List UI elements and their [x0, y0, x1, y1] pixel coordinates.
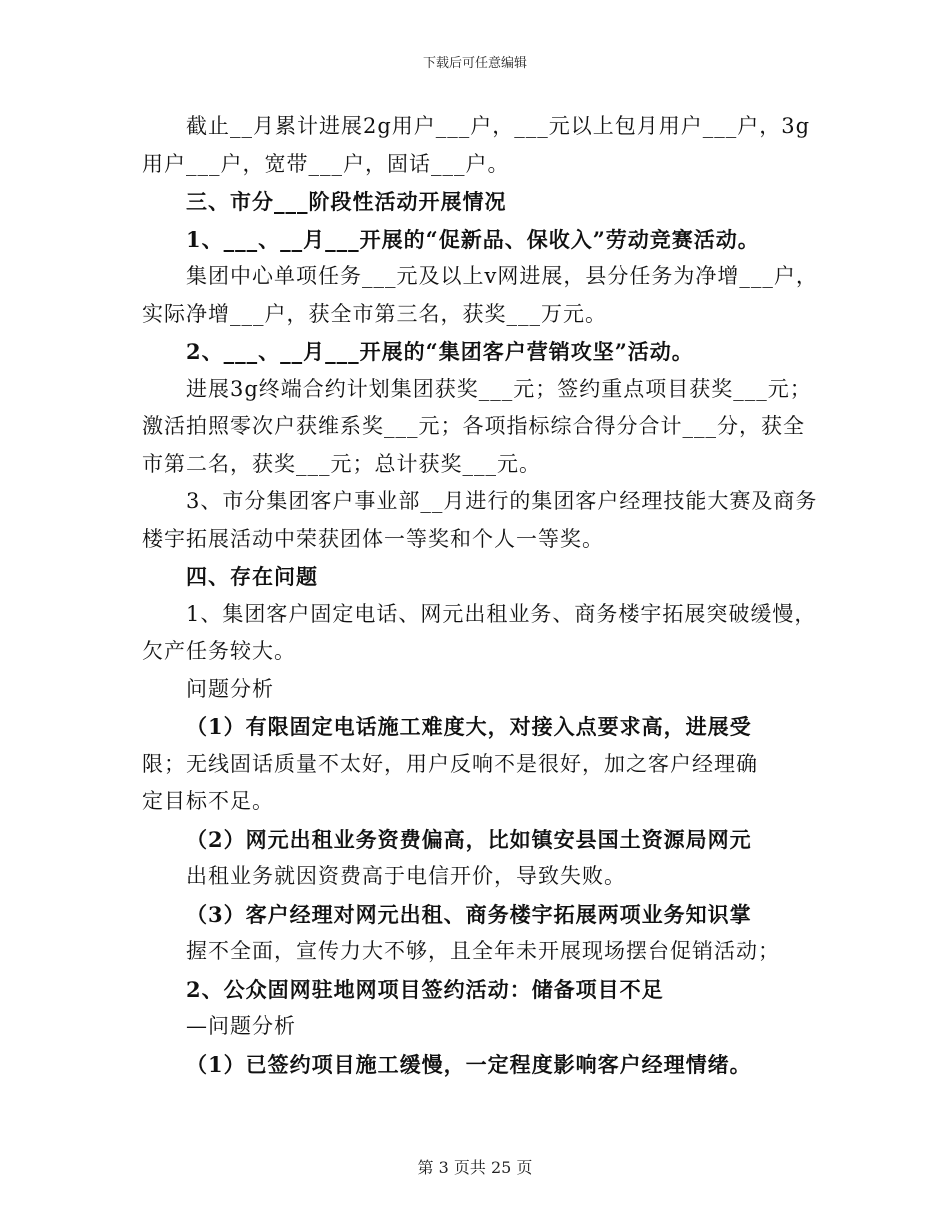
paragraph-line: 欠产任务较大。 — [142, 639, 296, 663]
paragraph-line: （3）客户经理对网元出租、商务楼宇拓展两项业务知识掌 — [186, 901, 752, 927]
paragraph-line: 定目标不足。 — [142, 789, 274, 813]
paragraph-line: （1）已签约项目施工缓慢，一定程度影响客户经理情绪。 — [186, 1051, 752, 1077]
page-footer: 第 3 页共 25 页 — [417, 1158, 533, 1177]
paragraph-line: 出租业务就因资费高于电信开价，导致失败。 — [186, 864, 626, 888]
document-body — [142, 108, 818, 1083]
paragraph-line: 截止__月累计进展2g用户___户，___元以上包月用户___户，3g — [186, 114, 811, 138]
paragraph-line: 问题分析 — [186, 676, 274, 701]
paragraph-line: 四、存在问题 — [186, 564, 318, 589]
paragraph-line: 实际净增___户，获全市第三名，获奖___万元。 — [142, 301, 607, 326]
paragraph-line: 用户___户，宽带___户，固话___户。 — [142, 151, 510, 176]
page-header: 下载后可任意编辑 — [422, 56, 527, 71]
paragraph-line: 集团中心单项任务___元及以上v网进展，县分任务为净增___户， — [186, 264, 818, 288]
paragraph-line: 楼宇拓展活动中荣获团体一等奖和个人一等奖。 — [142, 526, 604, 551]
paragraph-line: 1、___、__月___开展的“促新品、保收入”劳动竞赛活动。 — [186, 226, 760, 252]
paragraph-line: 激活拍照零次户获维系奖___元；各项指标综合得分合计___分，获全 — [142, 414, 805, 438]
paragraph-line: 握不全面，宣传力大不够，且全年未开展现场摆台促销活动； — [186, 939, 780, 963]
paragraph-line: （2）网元出租业务资费偏高，比如镇安县国土资源局网元 — [186, 826, 752, 852]
paragraph-line: 2、公众固网驻地网项目签约活动：储备项目不足 — [186, 976, 664, 1002]
paragraph-line: —问题分析 — [186, 1014, 296, 1038]
paragraph-line: 三、市分___阶段性活动开展情况 — [186, 189, 507, 214]
paragraph-line: 市第二名，获奖___元；总计获奖___元。 — [142, 451, 541, 476]
paragraph-line: 1、集团客户固定电话、网元出租业务、商务楼宇拓展突破缓慢， — [186, 601, 817, 626]
paragraph-line: （1）有限固定电话施工难度大，对接入点要求高，进展受 — [186, 714, 752, 739]
paragraph-line: 限；无线固话质量不太好，用户反响不是很好，加之客户经理确 — [142, 751, 758, 776]
paragraph-line: 2、___、__月___开展的“集团客户营销攻坚”活动。 — [186, 339, 694, 364]
paragraph-line: 进展3g终端合约计划集团获奖___元；签约重点项目获奖___元； — [186, 376, 812, 401]
paragraph-line: 3、市分集团客户事业部__月进行的集团客户经理技能大赛及商务 — [186, 489, 818, 513]
